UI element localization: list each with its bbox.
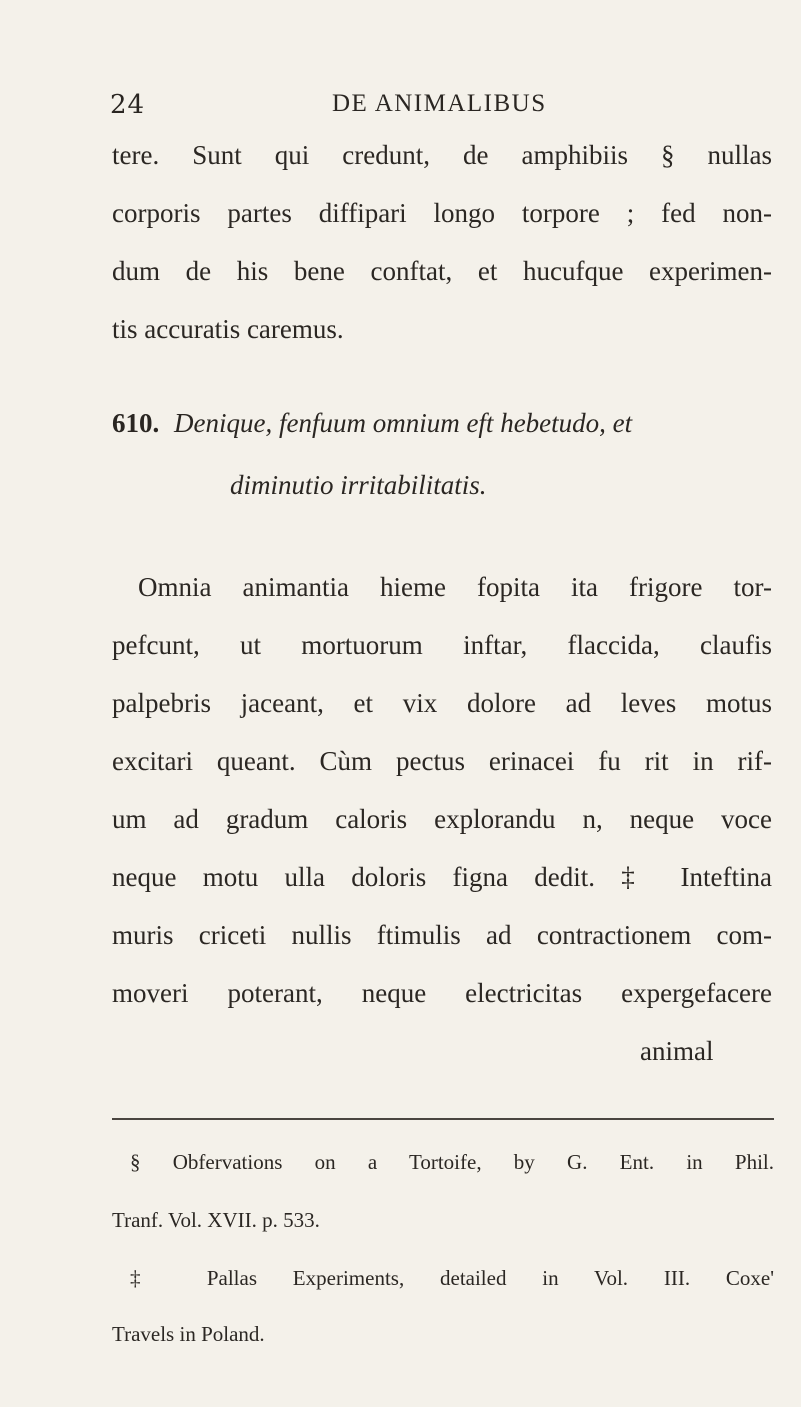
footnote-line: § Obfervations on a Tortoife, by G. Ent. in Phil. — [130, 1150, 774, 1174]
text-line: um ad gradum caloris explorandu n, neque voce — [112, 804, 772, 834]
page-header — [110, 90, 710, 130]
page-number: 24 — [110, 90, 146, 120]
running-title: DE ANIMALIBUS — [332, 90, 547, 117]
text-line: tis accuratis caremus. — [112, 314, 344, 344]
footnote-line: ‡ Pallas Experiments, detailed in Vol. III. Coxe' — [130, 1266, 774, 1290]
footnote-line: Travels in Poland. — [112, 1322, 265, 1346]
text-line: excitari queant. Cùm pectus erinacei fu rit in rif- — [112, 746, 772, 776]
section-title-line1: Denique, fenfuum omnium eft hebetudo, et — [174, 408, 633, 438]
text-line: moveri poterant, neque electricitas expergefacere — [112, 978, 772, 1008]
section-heading — [112, 408, 632, 439]
text-line: neque motu ulla doloris figna dedit. ‡ Inteftina — [112, 862, 772, 892]
text-line: Omnia animantia hieme fopita ita frigore tor- — [138, 572, 772, 602]
section-title-line2: diminutio irritabilitatis. — [230, 470, 487, 500]
section-number: 610. — [112, 408, 160, 438]
text-line: pefcunt, ut mortuorum inftar, flaccida, claufis — [112, 630, 772, 660]
text-line: palpebris jaceant, et vix dolore ad leves motus — [112, 688, 772, 718]
text-line: corporis partes diffipari longo torpore ; fed non- — [112, 198, 772, 228]
text-line: dum de his bene conftat, et hucufque experimen- — [112, 256, 772, 286]
footnote-rule — [112, 1118, 774, 1120]
text-line: muris criceti nullis ftimulis ad contractionem com- — [112, 920, 772, 950]
footnote-line: Tranf. Vol. XVII. p. 533. — [112, 1208, 320, 1232]
text-line: tere. Sunt qui credunt, de amphibiis § nullas — [112, 140, 772, 170]
catchword: animal — [640, 1036, 714, 1066]
